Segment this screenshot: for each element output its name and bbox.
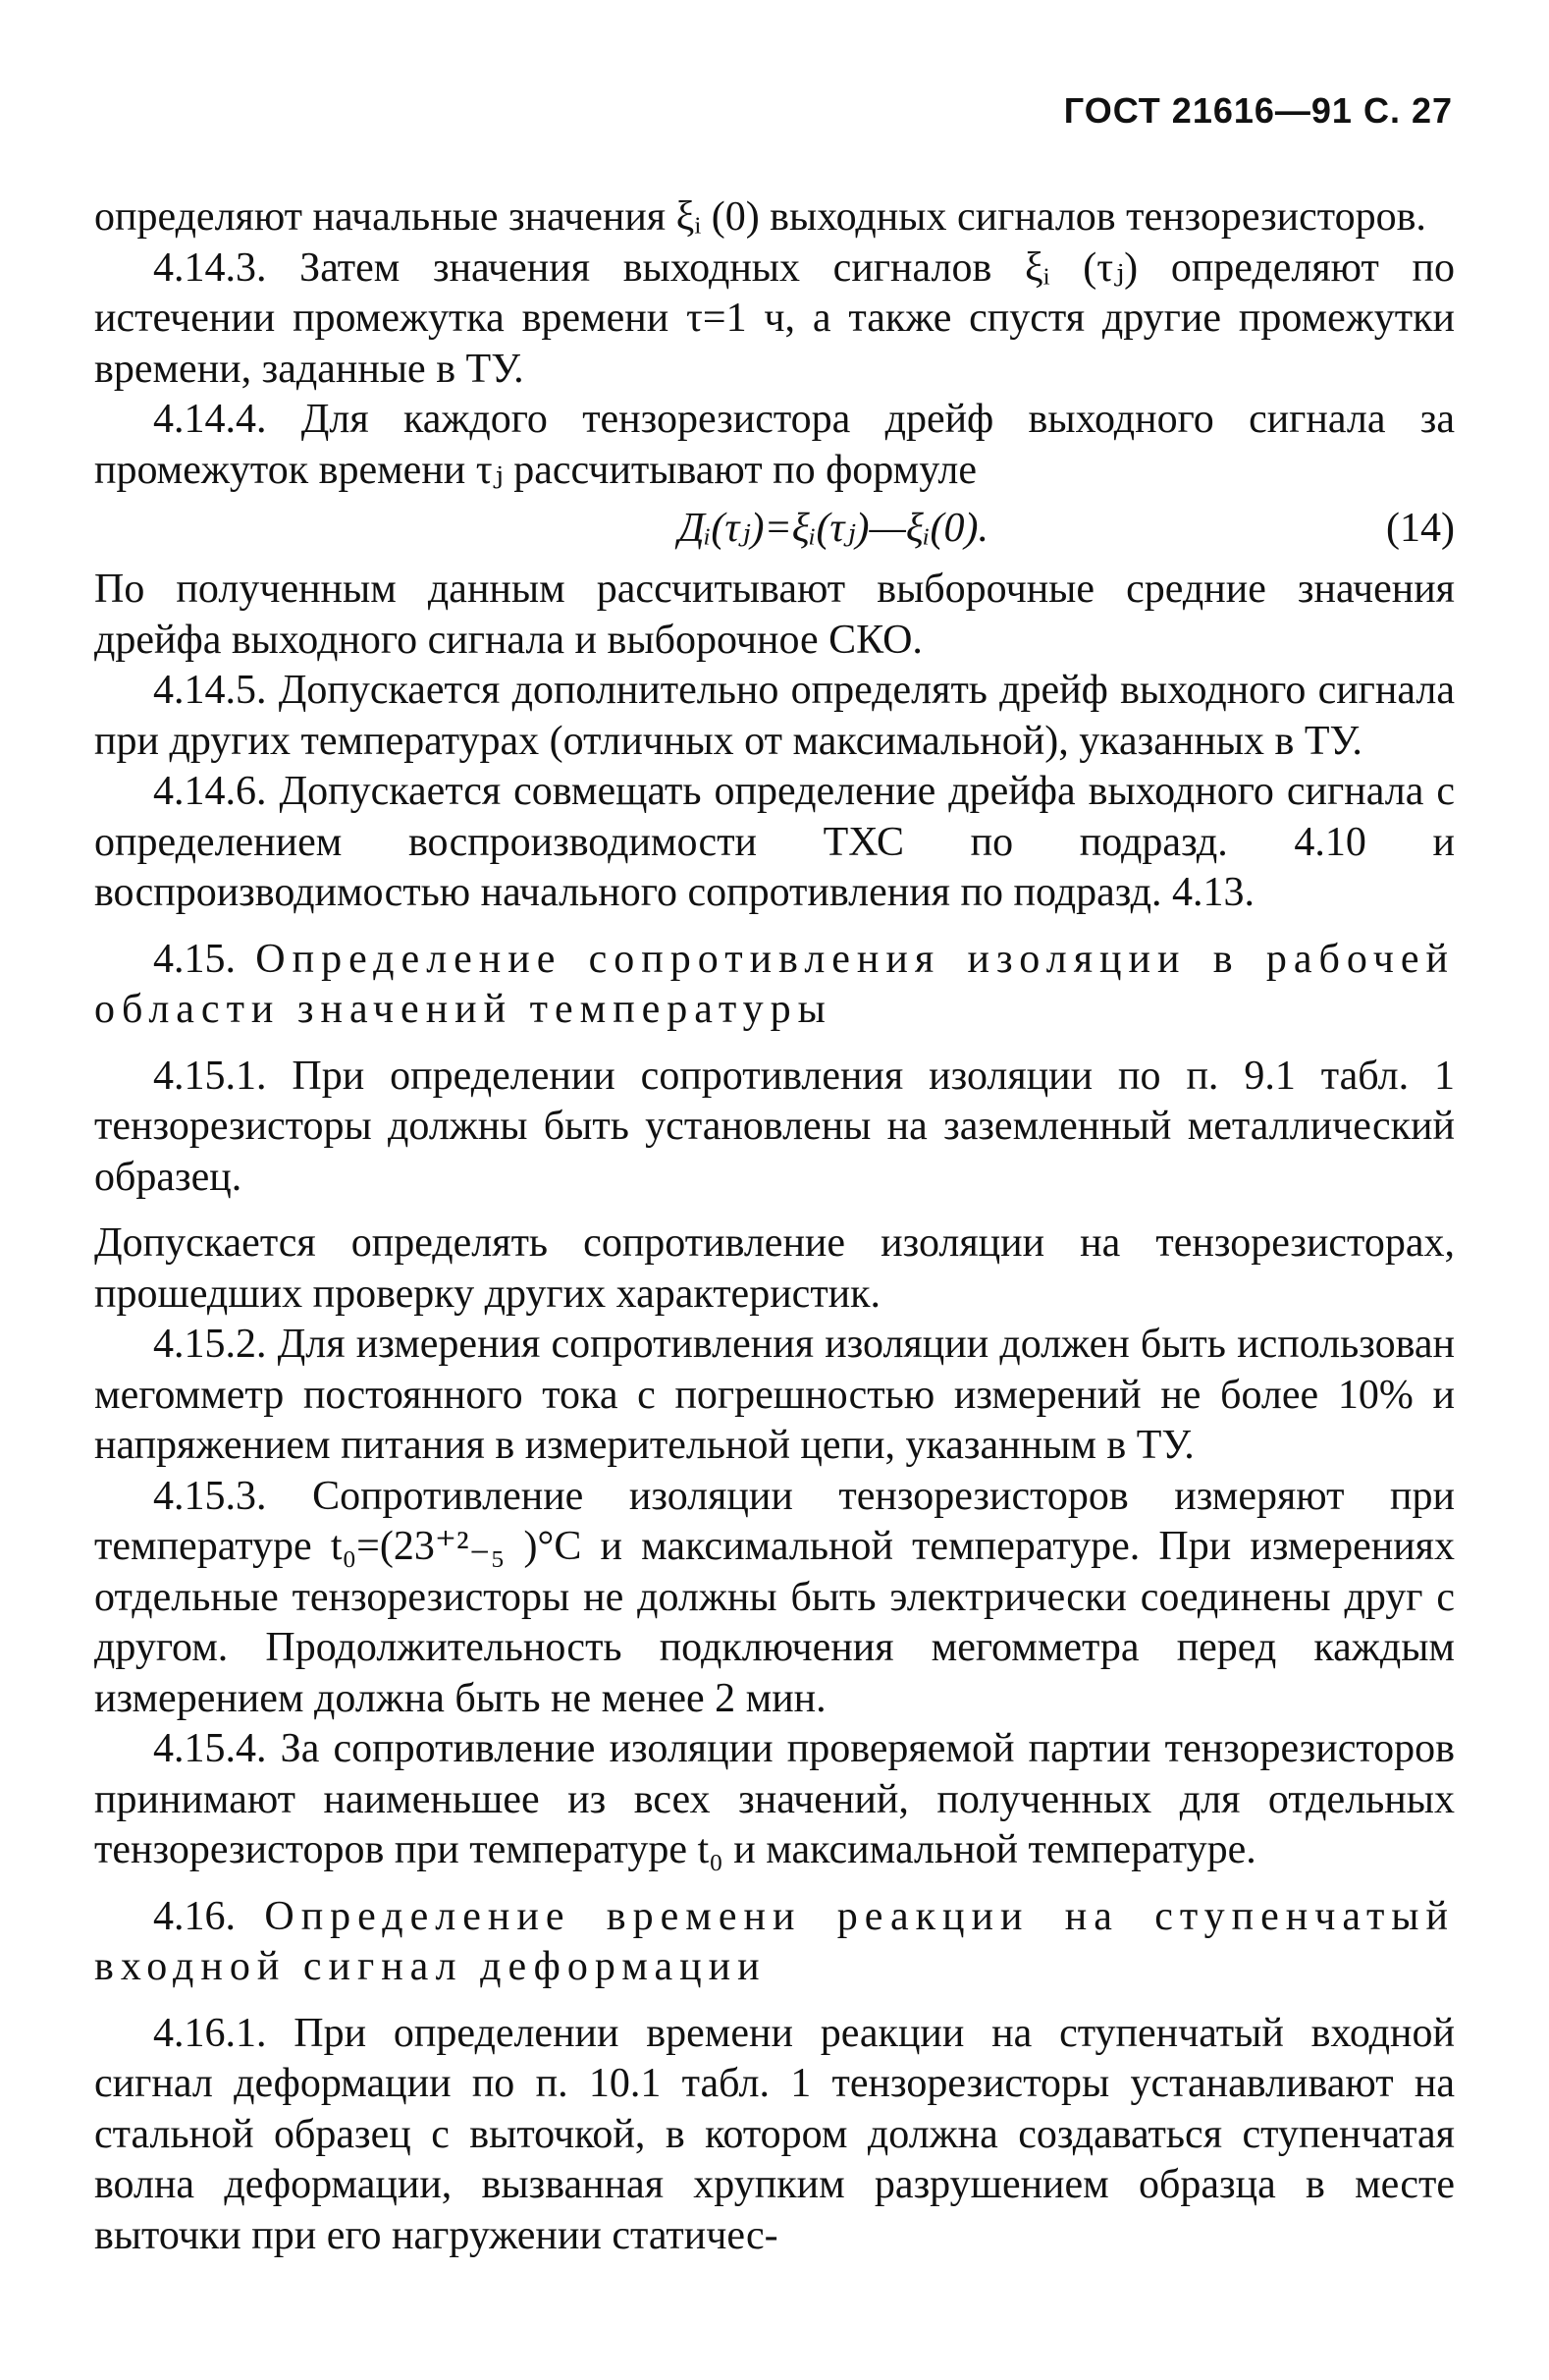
section-heading-4-16 (94, 1892, 1455, 1993)
formula-expression: Дᵢ(τⱼ)=ξᵢ(τⱼ)—ξᵢ(0). (678, 506, 988, 551)
paragraph: определяют начальные значения ξᵢ (0) выходных сигналов тензорезисторов. (94, 194, 1426, 240)
document-body (94, 192, 1455, 2261)
formula-number: (14) (1386, 506, 1455, 551)
paragraph: По полученным данным рассчитывают выборочные средние значения дрейфа выходного сигнала и выборочное СКО. (94, 567, 1455, 663)
paragraph: 4.14.3. Затем значения выходных сигналов ξᵢ (τⱼ) определяют по истечении промежутка времени τ=1 ч, а также спустя другие промежутки времени, заданные в ТУ. (94, 244, 1455, 392)
paragraph: Допускается определять сопротивление изоляции на тензорезисторах, прошедших проверку других характеристик. (94, 1220, 1455, 1317)
formula-14 (94, 504, 1455, 557)
section-title: Определение времени реакции на ступенчатый входной сигнал деформации (94, 1893, 1456, 1989)
section-title: Определение сопротивления изоляции в рабочей области значений температуры (94, 936, 1455, 1032)
paragraph: 4.14.6. Допускается совмещать определение дрейфа выходного сигнала с определением воспроизводимости ТХС по подразд. 4.10 и воспроизводимостью начального сопротивления по подразд. 4.13. (94, 769, 1455, 915)
page-header: ГОСТ 21616—91 С. 27 (1063, 90, 1453, 131)
paragraph: 4.15.3. Сопротивление изоляции тензорезисторов измеряют при температуре t₀=(23⁺²₋₅ )°С и максимальной температуре. При измерениях отдельные тензорезисторы не должны быть электрически соединены друг с другом. Продолжительность подключения мегомметра перед каждым измерением должна быть не менее 2 мин. (94, 1473, 1455, 1721)
paragraph: 4.16.1. При определении времени реакции на ступенчатый входной сигнал деформации по п. 10.1 табл. 1 тензорезисторы устанавливают на стальной образец с выточкой, в котором должна создаваться ступенчатая волна деформации, вызванная хрупким разрушением образца в месте выточки при его нагружении статичес- (94, 2010, 1455, 2258)
section-number: 4.15. (153, 936, 236, 982)
paragraph: 4.15.4. За сопротивление изоляции проверяемой партии тензорезисторов принимают наименьшее из всех значений, полученных для отдельных тензорезисторов при температуре t₀ и максимальной температуре. (94, 1726, 1455, 1872)
section-heading-4-15 (94, 935, 1455, 1036)
paragraph: 4.15.2. Для измерения сопротивления изоляции должен быть использован мегомметр постоянного тока с погрешностью измерений не более 10% и напряжением питания в измерительной цепи, указанным в ТУ. (94, 1322, 1455, 1468)
paragraph: 4.14.4. Для каждого тензорезистора дрейф выходного сигнала за промежуток времени τⱼ рассчитывают по формуле (94, 397, 1455, 493)
paragraph: 4.15.1. При определении сопротивления изоляции по п. 9.1 табл. 1 тензорезисторы должны быть установлены на заземленный металлический образец. (94, 1053, 1455, 1200)
paragraph: 4.14.5. Допускается дополнительно определять дрейф выходного сигнала при других температурах (отличных от максимальной), указанных в ТУ. (94, 668, 1455, 764)
section-number: 4.16. (153, 1893, 236, 1939)
